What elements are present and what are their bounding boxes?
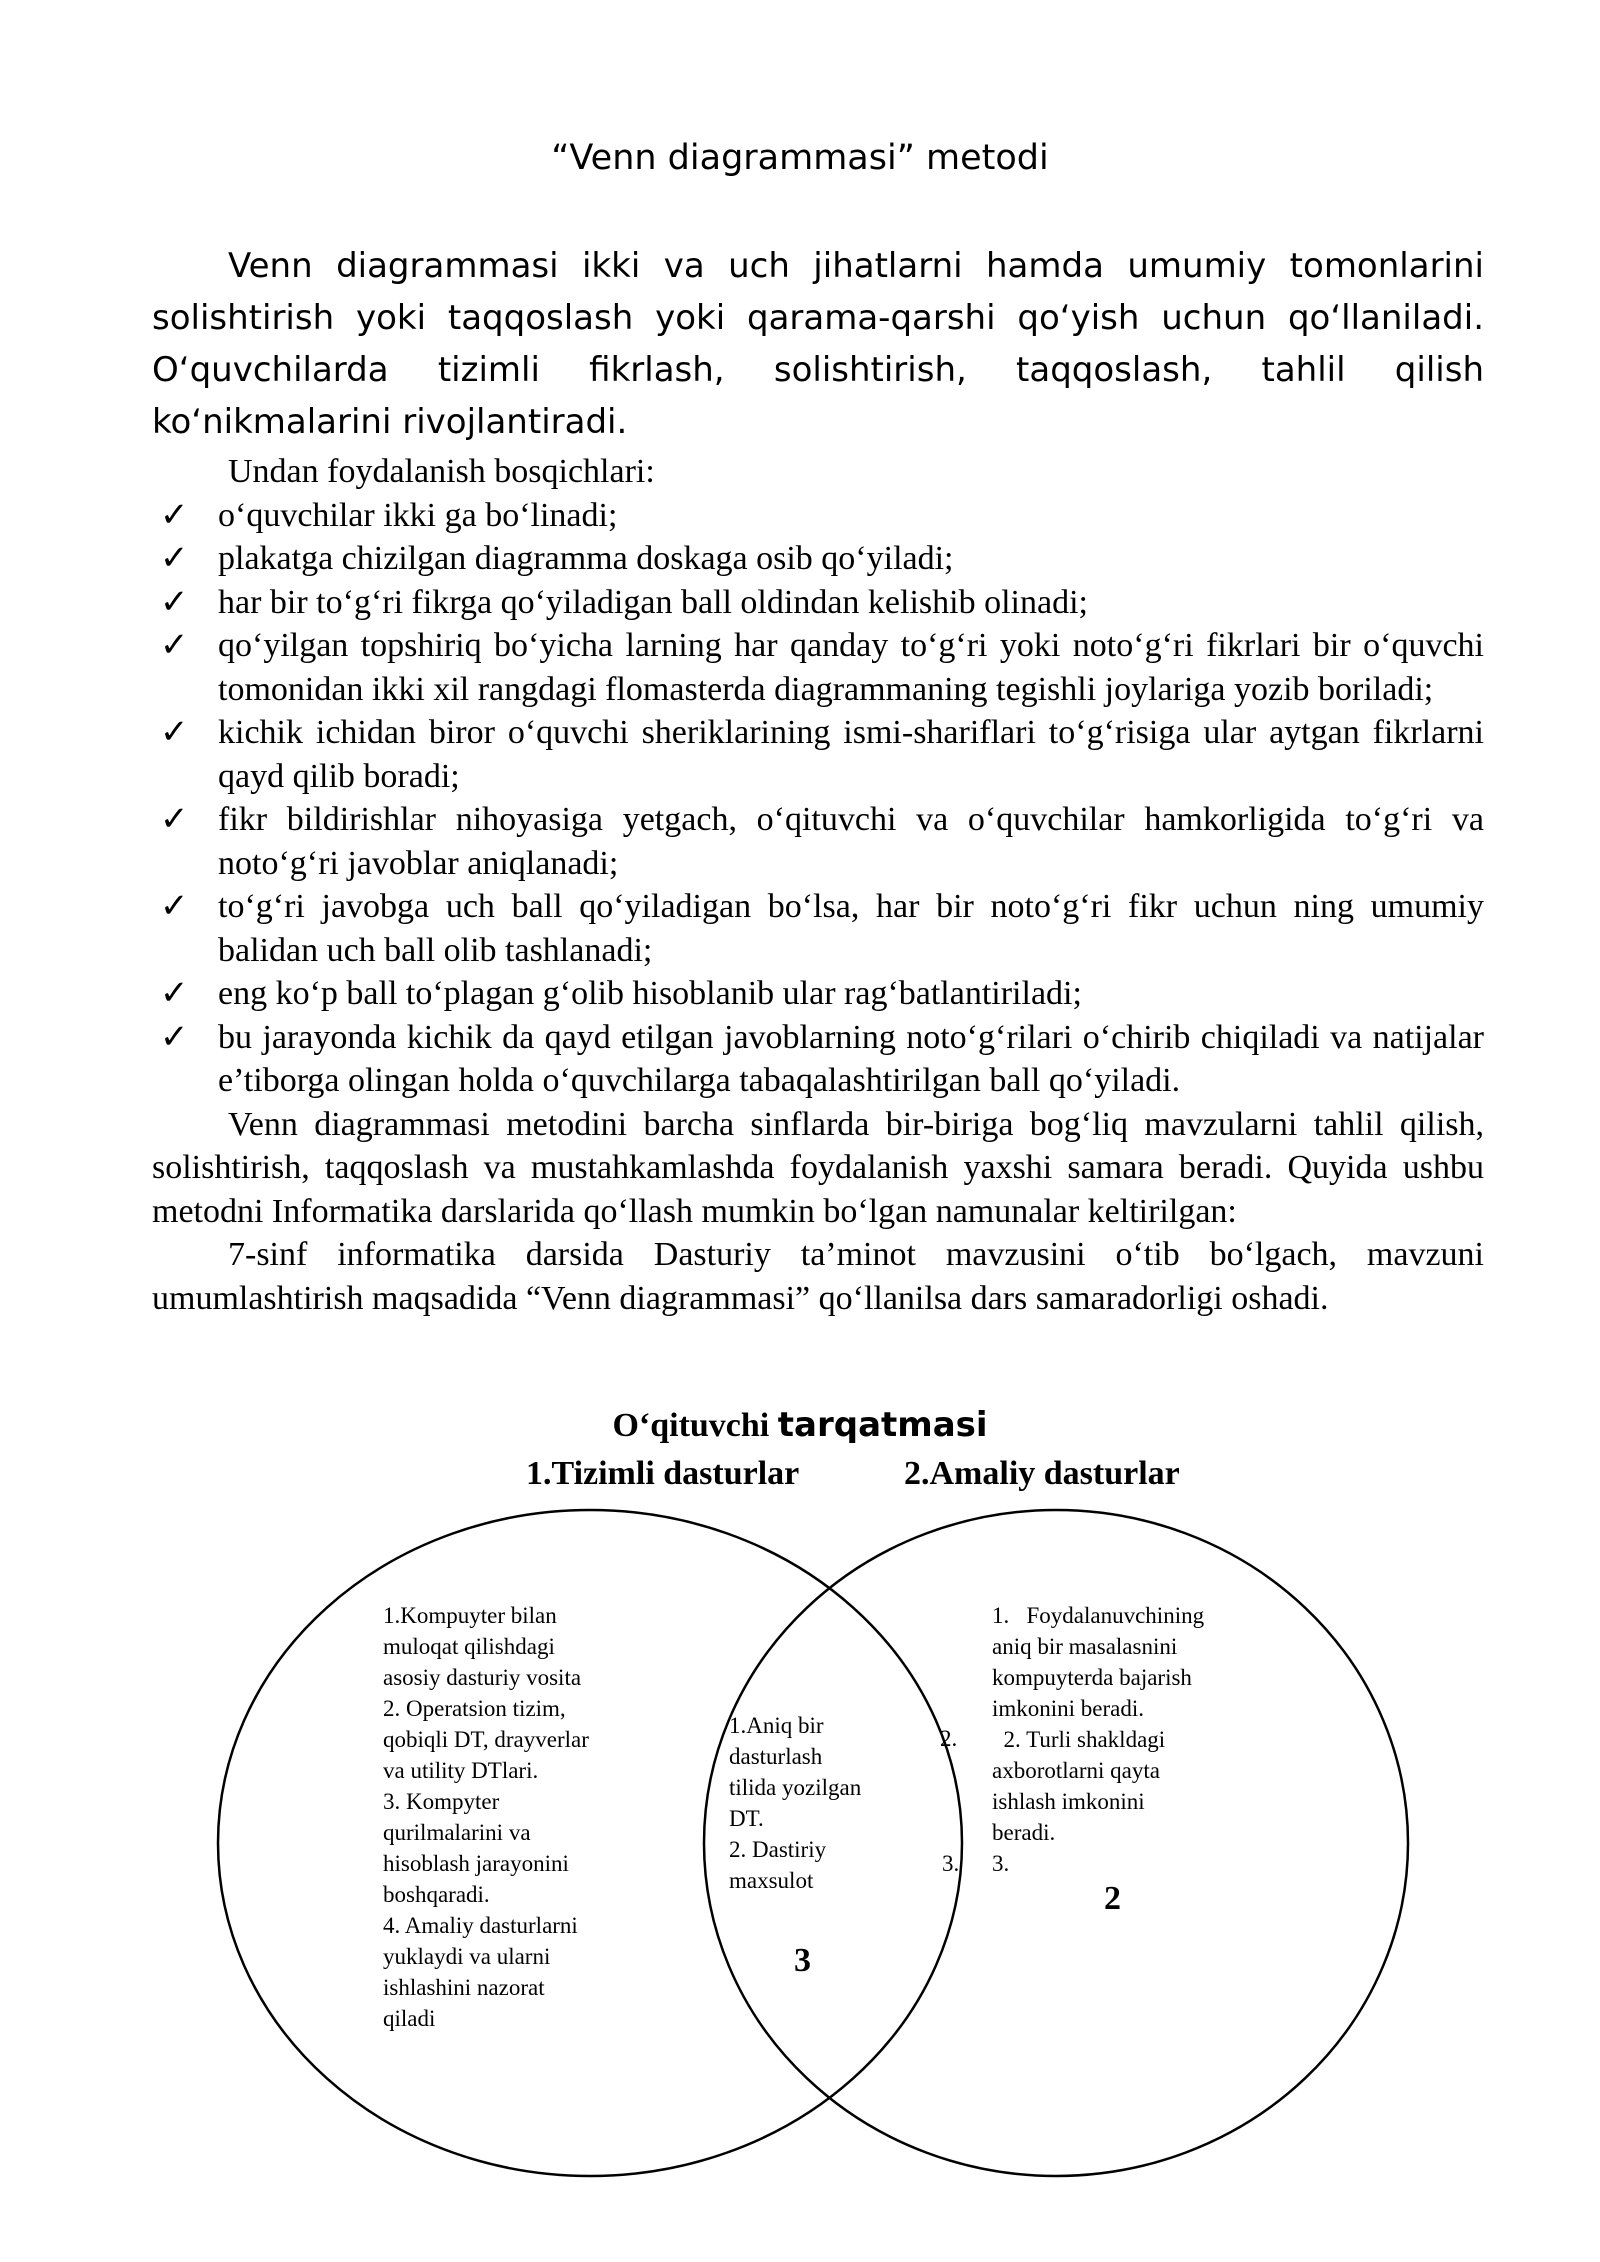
list-item: ✓ bu jarayonda kichik da qayd etilgan javoblarning noto‘g‘rilari o‘chirib chiqiladi va natijalar e’tiborga olingan holda o‘quvchilarga tabaqalashtirilgan ball qo‘yiladi. (160, 1016, 1484, 1103)
paragraph-example: 7-sinf informatika darsida Dasturiy ta’minot mavzusini o‘tib bo‘lgach, mavzuni umumlashtirish maqsadida “Venn diagrammasi” qo‘llanilsa dars samaradorligi oshadi. (152, 1236, 1484, 1317)
set1-title: 1.Tizimli dasturlar (526, 1455, 800, 1492)
steps-heading: Undan foydalanish bosqichlari: (228, 453, 655, 490)
venn-middle-region: 1.Aniq bir dasturlash tilida yozilgan DT. 2. Dastiriy maxsulot (729, 1713, 862, 1893)
check-icon: ✓ (160, 496, 189, 534)
check-icon: ✓ (160, 888, 189, 925)
venn-right-region: 1. Foydalanuvchining aniq bir masalasnini kompuyterda bajarish imkonini beradi. 2. Turli shakldagi axborotlarni qayta ishlash imkonini beradi. 3. (992, 1603, 1205, 1876)
stray-number-2: 2. (940, 1726, 958, 1751)
list-item: ✓ to‘g‘ri javobga uch ball qo‘yiladigan bo‘lsa, har bir noto‘g‘ri fikr uchun ning umumiy balidan uch ball olib tashlanadi; (160, 885, 1484, 972)
check-icon: ✓ (160, 975, 189, 1012)
check-icon: ✓ (160, 540, 189, 577)
list-item: ✓ plakatga chizilgan diagramma doskaga osib qo‘yiladi; (160, 537, 1484, 581)
list-item: ✓ kichik ichidan biror o‘quvchi sheriklarining ismi-shariflari to‘g‘risiga ular aytgan fikrlarni qayd qilib boradi; (160, 711, 1484, 798)
handout-title: O‘qituvchi tarqatmasi (612, 1405, 988, 1445)
list-item: ✓ qo‘yilgan topshiriq bo‘yicha larning har qanday to‘g‘ri yoki noto‘g‘ri fikrlari bir o‘quvchi tomonidan ikki xil rangdagi flomasterda diagrammaning tegishli joylariga yozib boriladi; (160, 624, 1484, 711)
intro-paragraph: Venn diagrammasi ikki va uch jihatlarni hamda umumiy tomonlarini solishtirish yoki taqqoslash yoki qarama-qarshi qo‘yish uchun qo‘llaniladi. O‘quvchilarda tizimli fikrlash, solishtirish, taqqoslash, tahlil qilish ko‘nikmalarini rivojlantiradi. (152, 246, 1484, 442)
page-title: “Venn diagrammasi” metodi (551, 138, 1049, 178)
list-item: ✓ har bir to‘g‘ri fikrga qo‘yiladigan ball oldindan kelishib olinadi; (160, 581, 1484, 625)
check-icon: ✓ (160, 627, 189, 664)
check-icon: ✓ (160, 714, 189, 751)
region-number-middle: 3 (794, 1942, 811, 1979)
check-icon: ✓ (160, 801, 189, 838)
list-item: ✓ fikr bildirishlar nihoyasiga yetgach, o‘qituvchi va o‘quvchilar hamkorligida to‘g‘ri va noto‘g‘ri javoblar aniqlanadi; (160, 798, 1484, 885)
list-item: ✓ eng ko‘p ball to‘plagan g‘olib hisoblanib ular rag‘batlantiriladi; (160, 972, 1484, 1016)
check-icon: ✓ (160, 583, 189, 621)
paragraph-venn-usage: Venn diagrammasi metodini barcha sinflarda bir-biriga bog‘liq mavzularni tahlil qilish, solishtirish, taqqoslash va mustahkamlashda foydalanish yaxshi samara beradi. Quyida ushbu metodni Informatika darslarida qo‘llash mumkin bo‘lgan namunalar keltirilgan: (152, 1105, 1484, 1230)
stray-number-3: 3. (942, 1851, 960, 1876)
check-icon: ✓ (160, 1018, 189, 1056)
region-number-right: 2 (1104, 1880, 1121, 1917)
list-item: ✓ o‘quvchilar ikki ga bo‘linadi; (160, 494, 1484, 538)
venn-left-region: 1.Kompuyter bilan muloqat qilishdagi asosiy dasturiy vosita 2. Operatsion tizim, qobiqli DT, drayverlar va utility DTlari. 3. Kompyter qurilmalarini va hisoblash jarayonini boshqaradi. 4. Amaliy dasturlarni yuklaydi va ularni ishlashini nazorat qiladi (383, 1603, 589, 2031)
set2-title: 2.Amaliy dasturlar (904, 1455, 1180, 1492)
